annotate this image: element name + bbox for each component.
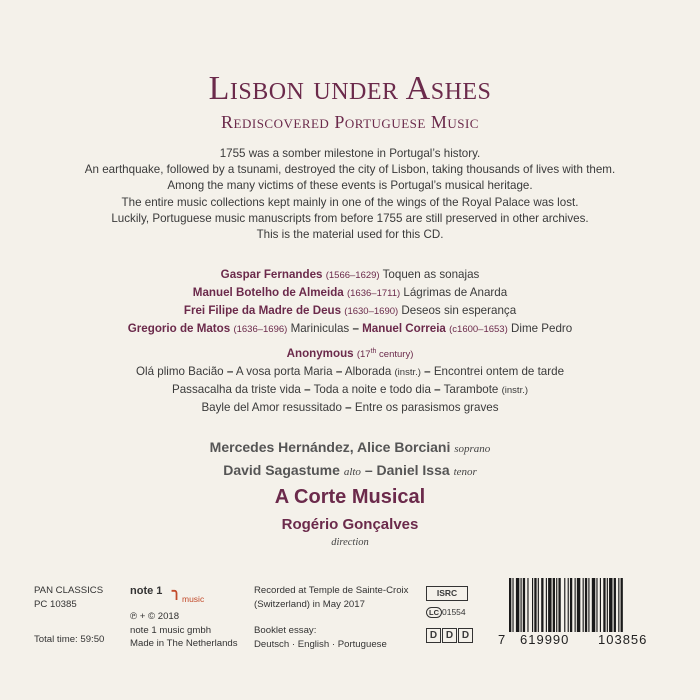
lc-circle-icon: LC [426, 607, 442, 618]
composer-name: Manuel Botelho de Almeida [192, 286, 344, 299]
barcode-bar [618, 578, 619, 632]
logo-mark-icon: ╮ [172, 583, 182, 600]
composer-line [10, 302, 690, 320]
barcode-bar [577, 578, 580, 632]
ddd-letter: D [442, 628, 457, 643]
composer-dates: (1636–1711) [346, 288, 401, 299]
booklet-languages: Deutsch · English · Portuguese [254, 638, 387, 650]
composer-line [10, 266, 690, 284]
work-title: Lágrimas de Anarda [403, 286, 508, 299]
barcode-bar [546, 578, 547, 632]
separator-dash: – [424, 365, 431, 379]
director-role: direction [331, 537, 369, 548]
instrumental-note: (instr.) [501, 385, 529, 397]
separator-dash: – [364, 462, 373, 478]
barcode-bar [588, 578, 589, 632]
barcode-bar [556, 578, 557, 632]
barcode-bar [564, 578, 565, 632]
composer-name: Manuel Correia [362, 322, 446, 335]
work-title: Encontrei ontem de tarde [433, 365, 565, 379]
ddd-letter: D [458, 628, 473, 643]
barcode-bar [583, 578, 584, 632]
booklet-info [254, 624, 387, 651]
album-title: Lisbon under Ashes [208, 70, 492, 107]
work-title: Olá plimo Bacião [135, 365, 224, 379]
copyright-info [130, 610, 238, 651]
lc-number: 01554 [442, 607, 466, 617]
barcode-bar [541, 578, 543, 632]
barcode-first-digit: 7 [498, 632, 507, 647]
performer-line [0, 460, 700, 483]
ensemble-name: A Corte Musical [274, 486, 426, 508]
composer-dates: (c1600–1653) [449, 324, 508, 335]
intro-line: Luckily, Portuguese music manuscripts from before 1755 are still preserved in other archives. [111, 211, 589, 225]
barcode-bar [548, 578, 551, 632]
intro-text [20, 146, 680, 243]
barcode-right-digits: 103856 [598, 632, 648, 647]
separator-dash: – [345, 401, 352, 415]
work-title: Tarambote [443, 383, 499, 397]
work-title: Deseos sin esperança [401, 304, 517, 317]
album-subtitle: Rediscovered Portuguese Music [221, 112, 479, 132]
made-in: Made in The Netherlands [130, 638, 238, 649]
label-code [426, 607, 466, 618]
barcode-bar [603, 578, 605, 632]
label-name: PAN CLASSICS [34, 585, 104, 596]
performer-names: Daniel Issa [376, 462, 450, 478]
composer-line [10, 284, 690, 302]
barcode-left-digits: 619990 [520, 632, 570, 647]
recorded-place: Temple de Sainte-Croix [308, 585, 409, 596]
separator-dash: – [304, 383, 311, 397]
voice-type: alto [343, 466, 361, 478]
barcode-bar [553, 578, 555, 632]
barcode-icon [507, 578, 667, 632]
intro-line: This is the material used for this CD. [256, 228, 444, 242]
work-title: Bayle del Amor resussitado [201, 401, 342, 415]
work-title: Mariniculas [290, 322, 350, 335]
barcode-bar [509, 578, 511, 632]
anon-works-line [10, 363, 690, 381]
barcode-bar [575, 578, 576, 632]
barcode-bar [534, 578, 536, 632]
barcode-bar [558, 578, 560, 632]
recording-info [254, 584, 408, 611]
director-name: Rogério Gonçalves [281, 516, 419, 533]
barcode-bar [600, 578, 601, 632]
composer-name: Anonymous [286, 347, 354, 361]
recorded-prefix: Recorded at [254, 585, 307, 596]
recorded-date: in May 2017 [312, 598, 365, 610]
catalog-number: PC 10385 [34, 598, 77, 610]
isrc-badge: ISRC [426, 586, 468, 601]
recorded-country: (Switzerland) [254, 598, 310, 610]
work-title: A vosa porta Maria [235, 365, 333, 379]
performer-names: David Sagastume [223, 462, 340, 478]
barcode-bar [527, 578, 528, 632]
intro-line: An earthquake, followed by a tsunami, destroyed the city of Lisbon, taking thousands of lives with them. [84, 163, 616, 177]
barcode-bar [538, 578, 539, 632]
anon-works-line [10, 381, 690, 399]
barcode-bar [614, 578, 616, 632]
barcode-bar [523, 578, 525, 632]
work-title: Entre os parasismos graves [354, 401, 499, 415]
intro-line: The entire music collections kept mainly in one of the wings of the Royal Palace was lost. [121, 195, 579, 209]
separator-dash: – [335, 365, 343, 379]
company-name: note 1 music gmbh [130, 624, 212, 636]
barcode-bar [532, 578, 533, 632]
track-listing [10, 266, 690, 416]
work-title: Toda a noite e todo dia [313, 383, 431, 397]
anonymous-heading [10, 343, 690, 363]
barcode-bar [512, 578, 513, 632]
performer-names: Mercedes Hernández, Alice Borciani [209, 439, 451, 455]
work-title: Toquen as sonajas [382, 268, 480, 281]
barcode-bar [592, 578, 595, 632]
barcode-bar [585, 578, 587, 632]
performer-line [0, 437, 700, 460]
composer-dates: (1566–1629) [325, 270, 380, 281]
work-title: Passacalha da triste vida [171, 383, 301, 397]
composer-dates: (1630–1690) [344, 306, 399, 317]
intro-line: 1755 was a somber milestone in Portugal’s history. [219, 147, 481, 160]
composer-name: Frei Filipe da Madre de Deus [183, 304, 342, 317]
barcode-bar [516, 578, 519, 632]
separator-dash: – [352, 322, 359, 335]
logo-subtext: music [182, 594, 205, 604]
barcode-bar [521, 578, 522, 632]
separator-dash: – [226, 365, 234, 379]
instrumental-note: (instr.) [394, 367, 421, 379]
composer-dates: (17th century) [356, 348, 414, 361]
composer-name: Gregorio de Matos [127, 322, 231, 335]
ddd-badge [426, 628, 474, 643]
performers [0, 437, 700, 483]
booklet-label: Booklet essay: [254, 625, 317, 636]
ddd-letter: D [426, 628, 441, 643]
composer-name: Gaspar Fernandes [220, 268, 323, 281]
logo-text: note 1 [130, 585, 163, 597]
anon-works-line [10, 399, 690, 416]
work-title: Dime Pedro [511, 322, 573, 335]
barcode-bar [607, 578, 608, 632]
note1-music-logo [130, 582, 210, 608]
barcode-bar [568, 578, 569, 632]
composer-line [10, 320, 690, 338]
composer-dates: (1636–1696) [233, 324, 288, 335]
copyright-line: ℗ + © 2018 [130, 611, 180, 622]
label-info [34, 584, 103, 611]
work-title: Alborada [344, 365, 392, 379]
voice-type: soprano [454, 443, 491, 455]
barcode-bar [609, 578, 612, 632]
barcode-bar [621, 578, 623, 632]
barcode-bar [570, 578, 572, 632]
separator-dash: – [434, 383, 441, 397]
voice-type: tenor [453, 466, 477, 478]
intro-line: Among the many victims of these events is Portugal’s musical heritage. [167, 179, 533, 193]
total-time: Total time: 59:50 [34, 634, 105, 645]
barcode-bar [596, 578, 597, 632]
